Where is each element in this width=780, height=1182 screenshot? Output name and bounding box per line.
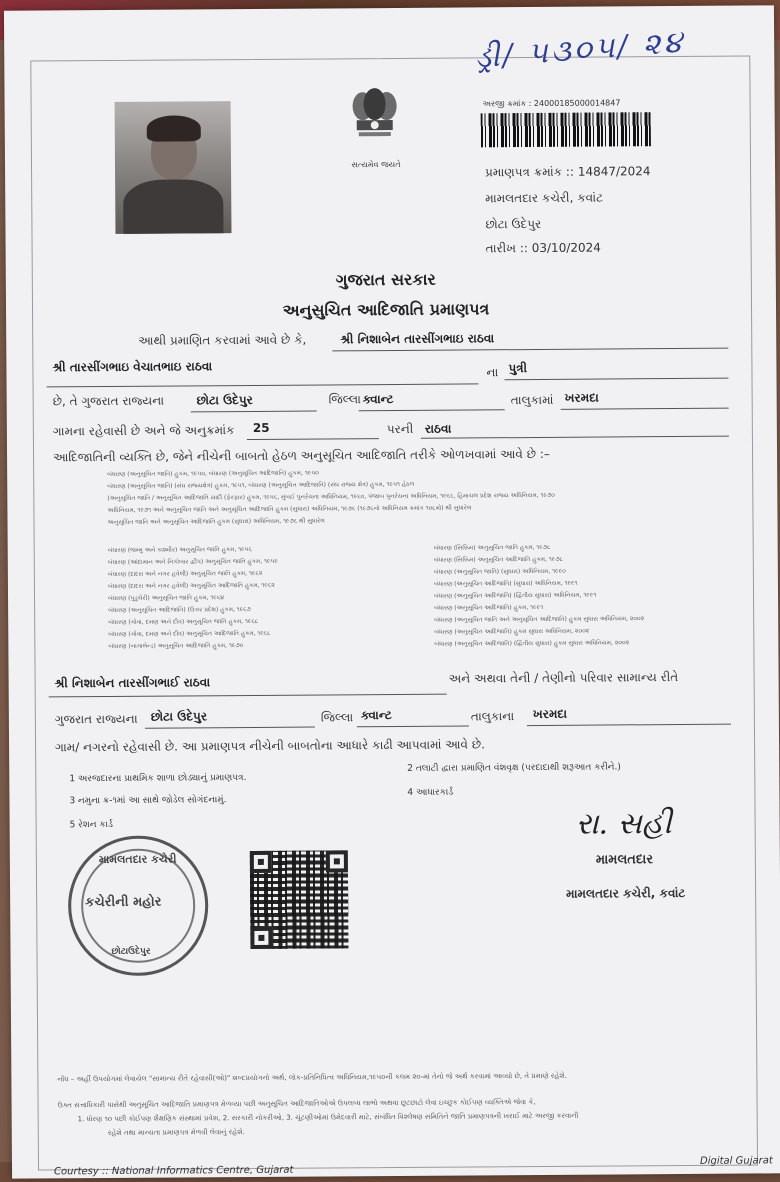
cert-intro: આથી પ્રમાણિત કરવામાં આવે છે કે, <box>138 332 307 348</box>
purpose-line: 1. ધોરણ ૧૦ પછી કોઈપણ શૈક્ષણિક સંસ્થામાં પ્રવેશ, 2. સરકારી નોકરીઓ, 3. ચૂંટણીઓમાં ઉમેદવારી માટે, સંબંધિત વિશ્લેષણ સમિતિને જાતિ પ્રમાણપત્રની ખરાઈ માટે અરજી કરવાની <box>77 1111 579 1124</box>
document-item: 1 અરજદારના પ્રાથમિક શાળા છોડ્યાનું પ્રમાણપત્ર. <box>69 773 247 785</box>
fine-print-line: બંધારણ (અનુસૂચિત જાતિ) (સંઘ રાજ્યક્ષેત્ર) હુકમ, ૧૯૫૧, બંધારણ (અનુસૂચિત આદિજાતિ) (સંઘ રાજ્ય ક્ષેત્ર) હુકમ, ૧૯૫૧ હેઠળ <box>107 480 415 490</box>
parent-name: શ્રી તારસીંગભાઇ વેચાતભાઇ રાઠવા <box>52 359 213 375</box>
purpose-line: રહેશે તથા માન્યતા પ્રમાણપત્ર મેળવી લેવાનું રહેશે. <box>107 1128 245 1138</box>
applicant-photo <box>115 101 232 234</box>
fine-print-right: બંધારણ (અનુસૂચિત આદિજાતિ) (દ્વિતીય સુધારા) હુકમ સુધારા અધિનિયમ, ૨૦૦૨ <box>434 639 630 648</box>
certificate-title: અનુસુચિત આદિજાતિ પ્રમાણપત્ર <box>282 299 490 320</box>
second-village-value: ખરમદા <box>532 706 568 722</box>
fine-print-right: બંધારણ (અનુસૂચિત આદિજાતિ) હુકમ સુધારા અધિનિયમ, ૨૦૦૨ <box>434 627 590 636</box>
fine-print-left: બંધારણ (દાદરા અને નગર હવેલી) અનુસૂચિત આદિજાતિ હુકમ, ૧૯૬૨ <box>107 581 275 590</box>
tribe-name: રાઠવા <box>424 421 452 436</box>
fine-print-left: બંધારણ (ગોવા, દમણ અને દીવ) અનુસૂચિત આદિજાતિ હુકમ, ૧૯૬૮ <box>108 629 271 638</box>
note: નોંધ – અહીં ઉપયોગમાં લેવાયેલ "સામાન્ય રીતે રહેવાસી(ઓ)" શબ્દપ્રયોગનો અર્થ, લોક-પ્રતિનિધિત્વ અધિનિયમ,૧૯૫૦ની કલમ ૨૦-માં તેનો જે અર્થ કરવામાં આવ્યો છે, તે પ્રમાણે રહેશે. <box>57 1071 568 1084</box>
application-number: અરજી ક્રમાંક : 24000185000014847 <box>482 98 621 109</box>
national-emblem-icon <box>344 84 405 158</box>
seal-bottom-text: છોટાઉદેપુર <box>111 946 151 957</box>
signature: રા. સહી <box>575 806 672 842</box>
fine-print-right: બંધારણ (અનુસૂચિત જાતિ અને અનુસૂચિત આદિજાતિ) હુકમ સુધારા અધિનિયમ, ૨૦૦૨ <box>434 615 645 624</box>
fine-print-right: બંધારણ (અનુસૂચિત આદિજાતિ) (સુધારા) અધિનિયમ, ૧૯૯૧ <box>433 579 578 588</box>
second-taluka-label: તાલુકાના <box>470 709 515 724</box>
person-name: શ્રી નિશાબેન તારસીંગભાઇ રાઠવા <box>340 331 495 347</box>
qr-code <box>250 850 349 949</box>
fine-print-left: બંધારણ (દાદરા અને નગર હવેલી) અનુસૂચિત જાતિ હુકમ, ૧૯૬૨ <box>107 569 263 578</box>
second-district-value: છોટા ઉદેપુર <box>150 709 208 724</box>
taluka-value: ક્વાન્ટ <box>362 391 394 407</box>
document-item: 4 આધારકાર્ડ <box>407 787 454 798</box>
government-title: ગુજરાત સરકાર <box>335 269 436 290</box>
fine-print-line: (અનુસૂચિત જાતિ / અનુસૂચિત આદિજાતિ યાદી (ફેરફાર) હુકમ, ૧૯૫૬, મુંબઈ પુનર્રચના અધિનિયમ, ૧૯૬૦, પંજાબ પુનર્રચના અધિનિયમ, ૧૯૬૬, હિમાચલ પ્રદેશ રાજ્ય અધિનિયમ, ૧૯૭૦ <box>107 491 555 502</box>
document-item: 5 રેશન કાર્ડ <box>69 819 113 831</box>
fine-print-line: અધિનિયમ, ૧૯૭૧ અને અનુસૂચિત જાતિ અને અનુસૂચિત આદિજાતિ હુકમ (સુધારા) અધિનિયમ, ૧૯૭૬ (૧૯૭૬નો અધિનિયમ ક્રમાંક ૧૦૮મો) થી સુધારેલ <box>107 504 472 514</box>
emblem-caption: સત્યમેવ જયતે <box>351 159 401 170</box>
issuing-office: મામલતદાર કચેરી, કવાંટ <box>485 190 604 206</box>
barcode <box>481 112 651 147</box>
second-statement: ગામ/ નગરનો રહેવાસી છે. આ પ્રમાણપત્ર નીચેની બાબતોના આધારે કાઢી આપવામાં આવે છે. <box>55 737 485 755</box>
courtesy: Courtesy :: National Informatics Centre, Gujarat <box>54 1164 294 1178</box>
fine-print-line: અનુસૂચિત જાતિ અને અનુસૂચિત આદિજાતિ હુકમ (સુધારા) અધિનિયમ, ૧૯૭૬ થી સુધારેલ <box>107 517 325 526</box>
state-text: છે, તે ગુજરાત રાજ્યના <box>52 393 165 409</box>
serial-number: 25 <box>252 420 270 435</box>
district-label: જિલ્લા <box>328 392 362 407</box>
second-name: શ્રી નિશાબેન તારસીંગભાઈ રાઠવા <box>54 675 211 691</box>
relation: પુત્રી <box>508 361 528 376</box>
parni-label: પરની <box>386 421 414 437</box>
district-value: છોટા ઉદેપુર <box>196 392 253 408</box>
fine-print-left: બંધારણ (જમ્મુ અને કાશ્મીર) અનુસૂચિત જાતિ હુકમ, ૧૯૫૬ <box>107 545 252 554</box>
fine-print-right: બંધારણ (સિક્કિમ) અનુસૂચિત આદિજાતિ હુકમ, ૧૯૭૮ <box>433 555 563 564</box>
digital-gujarat: Digital Gujarat <box>699 1155 773 1167</box>
na-label: ના <box>486 365 499 380</box>
seal-outer-text: મામલતદાર કચેરી <box>98 852 177 867</box>
fine-print-right: બંધારણ (અનુસૂચિત આદિજાતિ) હુકમ, ૧૯૯૧ <box>434 603 544 612</box>
fine-print-right: બંધારણ (અનુસૂચિત જાતિ) (સુધારા) અધિનિયમ, ૧૯૯૦ <box>433 567 566 576</box>
fine-print-right: બંધારણ (અનુસૂચિત આદિજાતિ) (દ્વિતીય સુધારા) અધિનિયમ, ૧૯૯૧ <box>434 591 597 600</box>
tribe-statement: આદિજાતિની વ્યક્તિ છે, જેને નીચેની બાબતો હેઠળ અનુસૂચિત આદિજાતિ તરીકે ઓળખવામાં આવે છે :– <box>53 446 550 465</box>
issuing-district: છોટા ઉદેપુર <box>485 216 542 232</box>
taluka-label: તાલુકામાં <box>510 392 554 408</box>
signatory-title: મામલતદાર <box>595 852 654 868</box>
purpose-line: ઉક્ત સત્તાધિકારી પાસેથી અનુસૂચિત આદિજાતિ પ્રમાણપત્ર મેળવ્યા પછી અનુસૂચિત આદિજાતિઓએ ઉપલબ્ધ લાભો અથવા છૂટછાટો લેવા ઇચ્છુક કોઈપણ વ્યક્તિએ જેવા કે, <box>57 1098 536 1110</box>
fine-print-left: બંધારણ (પુડુચેરી) અનુસૂચિત જાતિ હુકમ, ૧૯૬૪ <box>108 594 225 602</box>
handwritten-number: ડ્રી/ ૫૩૦૫/ ૨૪ <box>473 24 687 76</box>
fine-print-line: બંધારણ (અનુસૂચિત જાતિ) હુકમ, ૧૯૫૦, બંધારણ (અનુસૂચિત આદિજાતિ) હુકમ, ૧૯૫૦ <box>107 469 319 478</box>
signatory-office: મામલતદાર કચેરી, કવાંટ <box>566 885 686 901</box>
fine-print-left: બંધારણ (નાગાલેન્ડ) અનુસૂચિત આદિજાતિ હુકમ, ૧૯૭૦ <box>108 642 244 650</box>
village-value: ખરમદા <box>564 390 599 405</box>
fine-print-left: બંધારણ (અનુસૂચિત આદિજાતિ) (ઉત્તર પ્રદેશ) હુકમ, ૧૯૬૭ <box>108 605 251 614</box>
issue-date: તારીખ :: 03/10/2024 <box>485 240 601 256</box>
second-district-label: જિલ્લા <box>320 710 354 725</box>
document-item: 2 તલાટી દ્વારા પ્રમાણિત વંશવૃક્ષ (પરદાદાથી શરૂઆત કરીને.) <box>407 762 621 774</box>
office-seal <box>68 835 209 976</box>
second-state-text: ગુજરાત રાજ્યના <box>54 711 138 727</box>
fine-print-right: બંધારણ (સિક્કિમ) અનુસૂચિત જાતિ હુકમ, ૧૯૭૮ <box>433 543 551 552</box>
certificate-number: પ્રમાણપત્ર ક્રમાંક :: 14847/2024 <box>485 164 651 180</box>
certificate-paper <box>4 5 780 1178</box>
second-taluka-value: ક્વાન્ટ <box>360 708 392 723</box>
document-item: 3 નમુના ક્ર-૧માં આ સાથે જોડેલ સોગંદનામું. <box>69 795 227 807</box>
seal-inner-text: કચેરીની મહોર <box>85 894 162 911</box>
resident-text: ગામના રહેવાસી છે અને જે અનુક્રમાંક <box>52 423 235 439</box>
fine-print-left: બંધારણ (આંદામાન અને નિકોબાર દ્વીપ) અનુસૂચિત જાતિ હુકમ, ૧૯૫૯ <box>107 557 279 566</box>
family-text: અને અથવા તેની / તેણીનો પરિવાર સામાન્ય રીતે <box>448 670 679 686</box>
fine-print-left: બંધારણ (ગોવા, દમણ અને દીવ) અનુસૂચિત જાતિ હુકમ, ૧૯૬૮ <box>108 617 259 626</box>
